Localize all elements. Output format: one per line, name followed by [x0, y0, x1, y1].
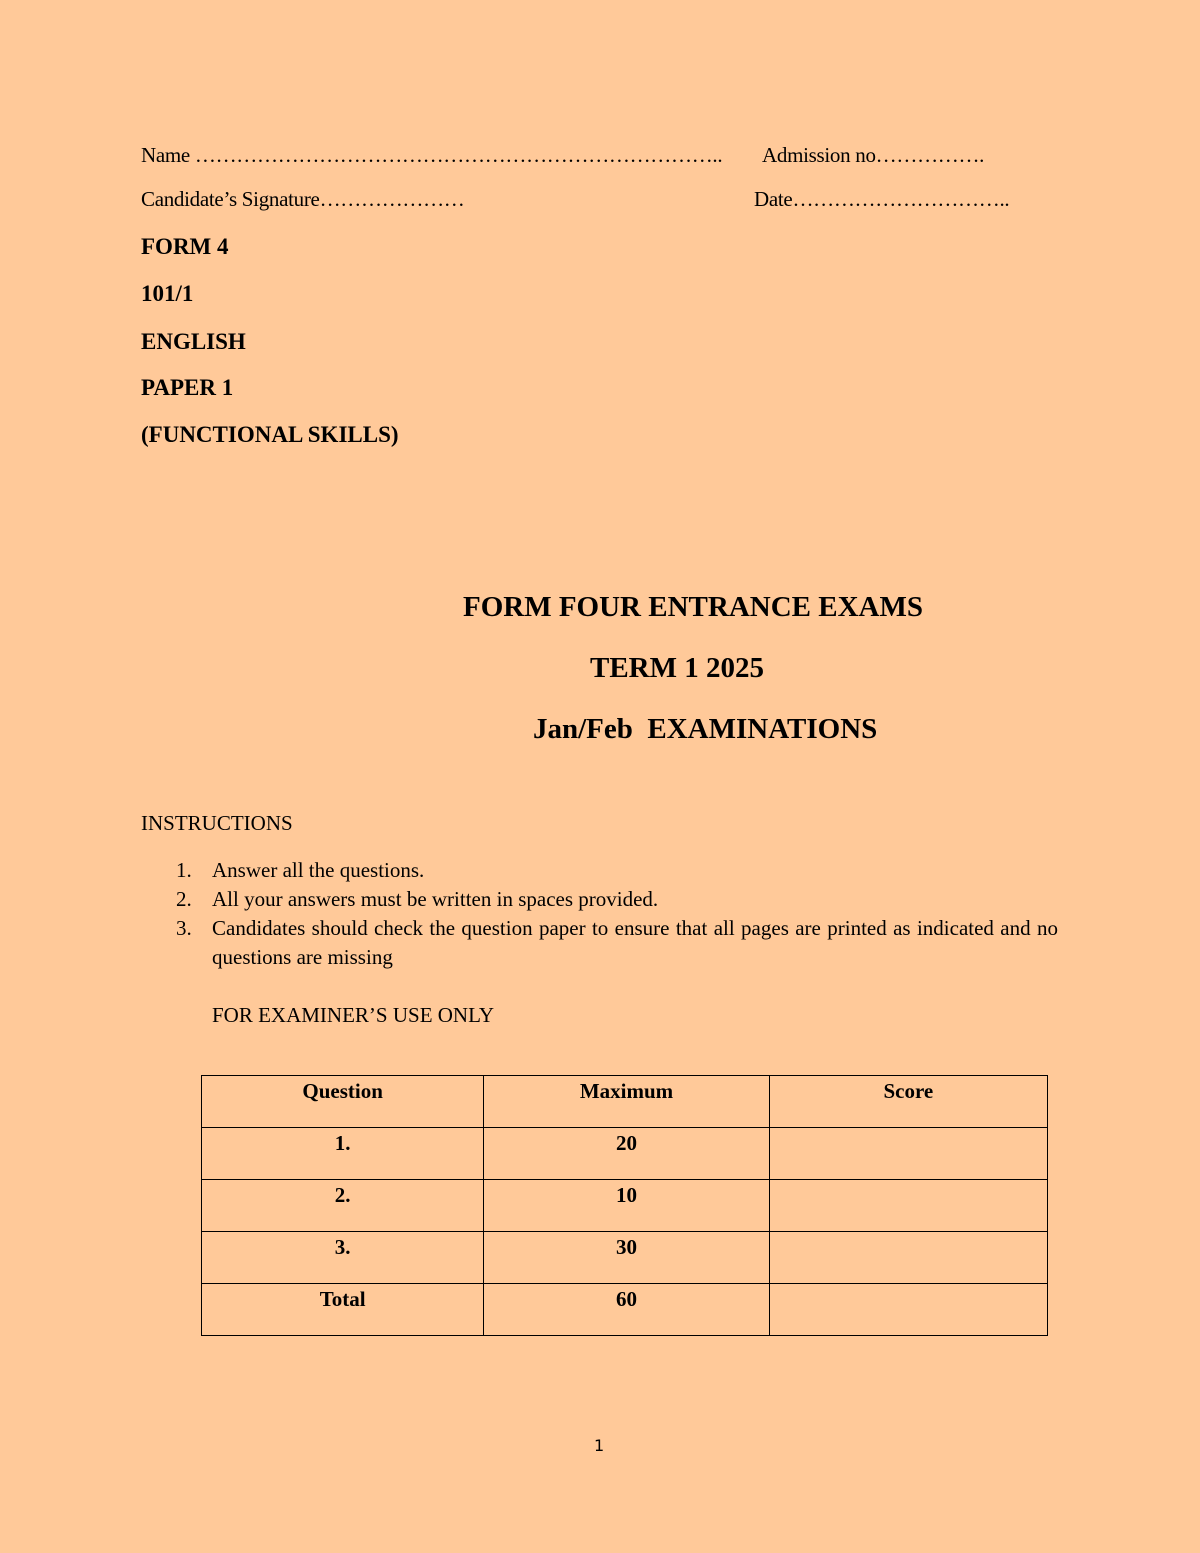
score-cell[interactable]: [769, 1180, 1047, 1232]
maximum-cell: 30: [484, 1232, 769, 1284]
column-header-maximum: Maximum: [484, 1076, 769, 1128]
name-label: Name: [141, 143, 190, 167]
exam-title-line1: FORM FOUR ENTRANCE EXAMS: [463, 591, 923, 623]
form-level: FORM 4: [141, 234, 229, 259]
examiner-heading: FOR EXAMINER’S USE ONLY: [212, 1003, 494, 1027]
exam-title-line3: Jan/Feb EXAMINATIONS: [533, 713, 878, 745]
date-field[interactable]: [754, 187, 1009, 212]
instruction-item: [176, 885, 1058, 914]
paper-code: 101/1: [141, 281, 194, 306]
table-header-row: [202, 1076, 1048, 1128]
table-row-total: [202, 1284, 1048, 1336]
instruction-text: Answer all the questions.: [212, 858, 425, 882]
question-cell: 1.: [202, 1128, 484, 1180]
question-cell: 3.: [202, 1232, 484, 1284]
paper-number: PAPER 1: [141, 375, 234, 400]
page-number: 1: [594, 1436, 605, 1455]
signature-dots: …………………: [319, 187, 465, 211]
date-dots: …………………………..: [792, 187, 1010, 211]
table-row: [202, 1180, 1048, 1232]
total-score-cell[interactable]: [769, 1284, 1047, 1336]
column-header-score: Score: [769, 1076, 1047, 1128]
paper-section: (FUNCTIONAL SKILLS): [141, 422, 399, 447]
score-cell[interactable]: [769, 1128, 1047, 1180]
instruction-text: All your answers must be written in spaces provided.: [212, 887, 659, 911]
signature-field[interactable]: [141, 187, 465, 212]
exam-title-line2: TERM 1 2025: [590, 652, 764, 684]
total-label-cell: Total: [202, 1284, 484, 1336]
total-maximum-cell: 60: [484, 1284, 769, 1336]
score-table: [201, 1075, 1048, 1336]
instruction-item: [176, 914, 1058, 972]
table-row: [202, 1128, 1048, 1180]
table-row: [202, 1232, 1048, 1284]
name-dots: …………………………………………………………………..: [194, 143, 723, 167]
name-field[interactable]: [141, 143, 722, 168]
instruction-number: 2.: [176, 887, 192, 911]
date-label: Date: [754, 187, 793, 211]
admission-field[interactable]: [762, 143, 984, 168]
instructions-list: [176, 856, 1058, 972]
signature-label: Candidate’s Signature: [141, 187, 320, 211]
score-cell[interactable]: [769, 1232, 1047, 1284]
instruction-number: 3.: [176, 916, 192, 940]
admission-label: Admission no: [762, 143, 876, 167]
admission-dots: …………….: [875, 143, 985, 167]
instruction-text: Candidates should check the question paper to ensure that all pages are printed as indicated and no questions are missing: [212, 916, 1058, 969]
maximum-cell: 20: [484, 1128, 769, 1180]
question-cell: 2.: [202, 1180, 484, 1232]
instructions-heading: INSTRUCTIONS: [141, 811, 293, 835]
subject-name: ENGLISH: [141, 329, 246, 354]
instruction-item: [176, 856, 1058, 885]
maximum-cell: 10: [484, 1180, 769, 1232]
column-header-question: Question: [202, 1076, 484, 1128]
instruction-number: 1.: [176, 858, 192, 882]
